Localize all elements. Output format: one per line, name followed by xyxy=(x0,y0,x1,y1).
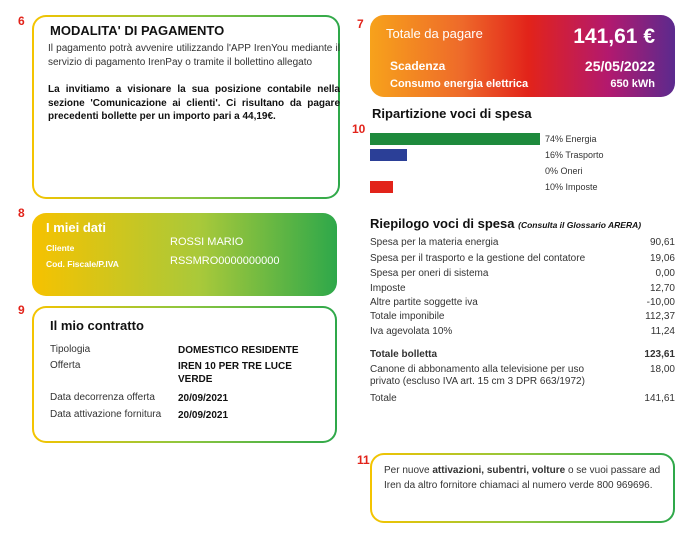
my-data-box xyxy=(32,213,337,296)
summary-row-label: Spesa per la materia energia xyxy=(370,237,499,248)
section-marker-10: 10 xyxy=(352,122,366,136)
summary-row-value: 112,37 xyxy=(645,311,675,322)
promo-box xyxy=(370,453,675,523)
summary-row-value: 123,61 xyxy=(644,349,675,360)
contract-type-value: DOMESTICO RESIDENTE xyxy=(178,345,299,356)
section-marker-9: 9 xyxy=(18,303,25,317)
supply-start-value: 20/09/2021 xyxy=(178,410,229,421)
section-marker-11: 11 xyxy=(357,453,370,467)
summary-row-label: Totale imponibile xyxy=(370,311,445,322)
offer-start-value: 20/09/2021 xyxy=(178,393,229,404)
breakdown-bar xyxy=(370,149,407,161)
client-value: ROSSI MARIO xyxy=(170,236,244,248)
section-marker-8: 8 xyxy=(18,206,25,220)
summary-row-label: Canone di abbonamento alla televisione per uso privato (escluso IVA art. 15 cm 3 DPR 663/1972) xyxy=(370,364,585,387)
summary-row-value: 0,00 xyxy=(655,268,675,279)
tax-code-label: Cod. Fiscale/P.IVA xyxy=(46,259,119,269)
payment-method-box xyxy=(32,15,340,199)
payment-method-text: Il pagamento potrà avvenire utilizzando l'APP IrenYou mediante il servizio di pagamento IrenPay o tramite il bollettino allegato xyxy=(48,43,340,68)
consumption-value: 650 kWh xyxy=(610,78,655,90)
contract-title: Il mio contratto xyxy=(50,318,144,333)
summary-row-label: Altre partite soggette iva xyxy=(370,297,478,308)
promo-text xyxy=(384,463,669,493)
offer-label: Offerta xyxy=(50,360,81,371)
summary-row-label: Spesa per oneri di sistema xyxy=(370,268,489,279)
breakdown-title: Ripartizione voci di spesa xyxy=(372,106,532,121)
summary-row-value: 90,61 xyxy=(649,237,675,248)
client-label: Cliente xyxy=(46,243,75,253)
contract-box xyxy=(32,306,337,443)
breakdown-bar xyxy=(370,133,540,145)
summary-row-label: Iva agevolata 10% xyxy=(370,326,453,337)
breakdown-label: 16% Trasporto xyxy=(545,150,604,160)
my-data-title: I miei dati xyxy=(46,220,106,235)
total-label: Totale da pagare xyxy=(386,26,483,41)
summary-title xyxy=(370,216,641,231)
summary-row-value: 19,06 xyxy=(649,253,675,264)
promo-bold: attivazioni, subentri, volture xyxy=(432,465,566,476)
section-marker-7: 7 xyxy=(357,17,364,31)
promo-post: o se vuoi passare ad Iren da altro fornitore chiamaci al numero verde 800 969696. xyxy=(384,465,661,491)
offer-value: IREN 10 PER TRE LUCE VERDE xyxy=(178,361,292,385)
summary-row-label: Totale bolletta xyxy=(370,349,438,360)
summary-row-label: Totale xyxy=(370,393,397,404)
breakdown-label: 0% Oneri xyxy=(545,166,583,176)
promo-pre: Per nuove xyxy=(384,465,433,476)
summary-row-value: 12,70 xyxy=(649,283,675,294)
breakdown-label: 74% Energia xyxy=(545,134,597,144)
summary-row-label: Spesa per il trasporto e la gestione del contatore xyxy=(370,253,586,264)
summary-title-text: Riepilogo voci di spesa xyxy=(370,216,515,231)
total-box xyxy=(370,15,675,97)
supply-start-label: Data attivazione fornitura xyxy=(50,409,162,420)
offer-start-label: Data decorrenza offerta xyxy=(50,392,155,403)
breakdown-bar xyxy=(370,181,393,193)
payment-notice-text: La invitiamo a visionare la sua posizione contabile nella sezione 'Comunicazione ai clienti'. Ci risultano da pagare precedenti bollette per un importo pari a 44,19€. xyxy=(48,84,340,122)
total-amount: 141,61 € xyxy=(573,25,655,48)
payment-method-title: MODALITA' DI PAGAMENTO xyxy=(50,23,225,38)
due-date: 25/05/2022 xyxy=(584,58,655,74)
consumption-label: Consumo energia elettrica xyxy=(390,78,529,90)
due-label: Scadenza xyxy=(390,59,446,73)
section-marker-6: 6 xyxy=(18,14,25,28)
summary-row-value: -10,00 xyxy=(646,297,675,308)
summary-row-value: 141,61 xyxy=(644,393,675,404)
summary-row-value: 18,00 xyxy=(649,364,675,375)
breakdown-label: 10% Imposte xyxy=(545,182,598,192)
summary-row-label: Imposte xyxy=(370,283,406,294)
contract-type-label: Tipologia xyxy=(50,344,91,355)
summary-subtitle: (Consulta il Glossario ARERA) xyxy=(518,220,642,230)
summary-row-value: 11,24 xyxy=(650,326,675,337)
tax-code-value: RSSMRO0000000000 xyxy=(170,255,280,267)
